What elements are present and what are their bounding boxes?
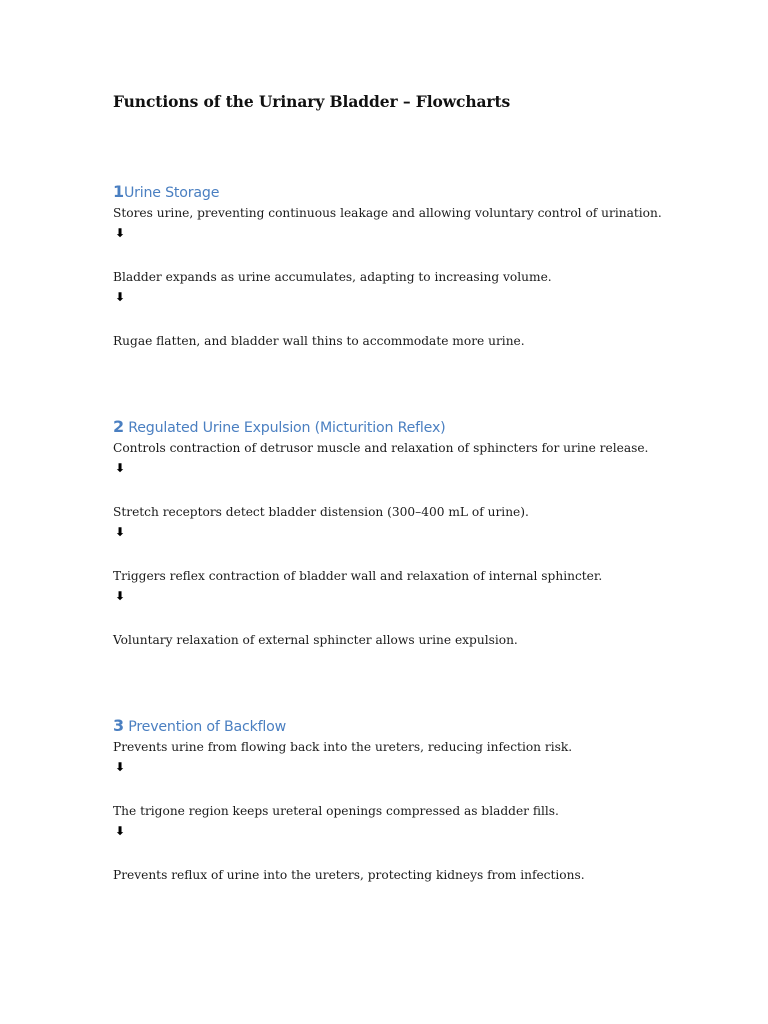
- flow-step: Stretch receptors detect bladder distension (300–400 mL of urine).: [113, 505, 529, 519]
- flow-step: Bladder expands as urine accumulates, adapting to increasing volume.: [113, 270, 552, 284]
- down-arrow-icon: ⬇: [115, 226, 126, 240]
- down-arrow-icon: ⬇: [115, 525, 126, 539]
- section-number: 1: [113, 182, 124, 201]
- section-heading: [113, 181, 713, 203]
- section-heading-text: Urine Storage: [123, 185, 220, 201]
- flow-step: The trigone region keeps ureteral openings compressed as bladder fills.: [113, 804, 559, 818]
- down-arrow-icon: ⬇: [115, 824, 126, 838]
- flow-step: Controls contraction of detrusor muscle and relaxation of sphincters for urine release.: [113, 441, 649, 455]
- section-heading-text: Regulated Urine Expulsion (Micturition Reflex): [123, 420, 446, 436]
- page-title: Functions of the Urinary Bladder – Flowcharts: [113, 92, 511, 111]
- down-arrow-icon: ⬇: [115, 589, 126, 603]
- flow-step: Voluntary relaxation of external sphincter allows urine expulsion.: [113, 633, 518, 647]
- flow-step: Prevents reflux of urine into the ureters, protecting kidneys from infections.: [113, 868, 585, 882]
- section-number: 3: [113, 716, 124, 735]
- section-heading: [113, 715, 713, 737]
- section-regulated-urine-expulsion: [113, 416, 713, 650]
- down-arrow-icon: ⬇: [115, 760, 126, 774]
- section-urine-storage: [113, 181, 713, 351]
- section-heading: [113, 416, 713, 438]
- down-arrow-icon: ⬇: [115, 290, 126, 304]
- flow-step: Prevents urine from flowing back into the ureters, reducing infection risk.: [113, 740, 573, 754]
- section-heading-text: Prevention of Backflow: [123, 719, 287, 735]
- section-number: 2: [113, 417, 124, 436]
- down-arrow-icon: ⬇: [115, 461, 126, 475]
- flow-step: Triggers reflex contraction of bladder wall and relaxation of internal sphincter.: [113, 569, 603, 583]
- section-prevention-of-backflow: [113, 715, 713, 885]
- flow-step: Stores urine, preventing continuous leakage and allowing voluntary control of urination.: [113, 206, 662, 220]
- flow-step: Rugae flatten, and bladder wall thins to accommodate more urine.: [113, 334, 525, 348]
